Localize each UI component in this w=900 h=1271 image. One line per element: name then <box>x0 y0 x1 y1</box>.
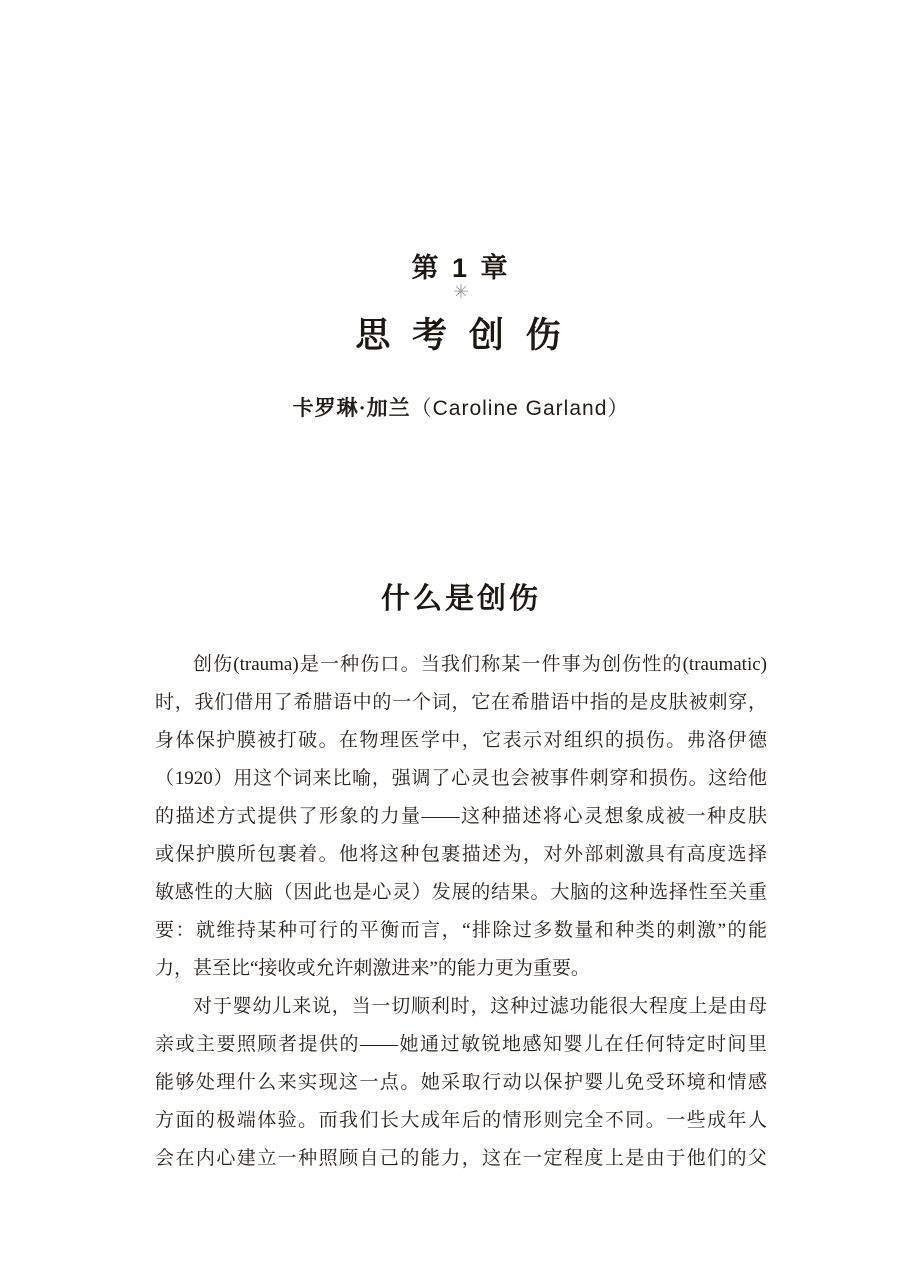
body-line: 亲或主要照顾者提供的——她通过敏锐地感知婴儿在任何特定时间里 <box>155 1034 767 1055</box>
body-line: 的描述方式提供了形象的力量——这种描述将心灵想象成被一种皮肤 <box>155 806 767 827</box>
body-line: 要：就维持某种可行的平衡而言，“排除过多数量和种类的刺激”的能 <box>155 920 767 941</box>
body-line: 或保护膜所包裹着。他将这种包裹描述为，对外部刺激具有高度选择 <box>155 844 767 865</box>
body-line: （1920）用这个词来比喻，强调了心灵也会被事件刺穿和损伤。这给他 <box>155 768 767 789</box>
body-line: 会在内心建立一种照顾自己的能力，这在一定程度上是由于他们的父 <box>155 1148 767 1169</box>
body-line: 对于婴幼儿来说，当一切顺利时，这种过滤功能很大程度上是由母 <box>193 996 767 1017</box>
chapter-title: 思 考 创 伤 <box>355 316 567 355</box>
body-line: 创伤(trauma)是一种伤口。当我们称某一件事为创伤性的(traumatic) <box>193 654 767 675</box>
body-line: 能够处理什么来实现这一点。她采取行动以保护婴儿免受环境和情感 <box>155 1072 767 1093</box>
body-line: 身体保护膜被打破。在物理医学中，它表示对组织的损伤。弗洛伊德 <box>155 730 767 751</box>
body-line: 敏感性的大脑（因此也是心灵）发展的结果。大脑的这种选择性至关重 <box>155 882 767 903</box>
section-title: 什么是创伤 <box>380 583 541 615</box>
author-name-english: （Caroline Garland） <box>410 397 630 420</box>
body-text <box>155 646 767 1178</box>
chapter-number: 第 1 章 <box>411 253 511 283</box>
body-line: 力，甚至比“接收或允许刺激进来”的能力更为重要。 <box>155 958 590 979</box>
author-name-chinese: 卡罗琳·加兰 <box>292 396 411 420</box>
body-line: 时，我们借用了希腊语中的一个词，它在希腊语中指的是皮肤被刺穿， <box>155 692 767 713</box>
body-line: 方面的极端体验。而我们长大成年后的情形则完全不同。一些成年人 <box>155 1110 767 1131</box>
author-line <box>155 392 767 422</box>
asterisk-ornament-icon: ✳︎ <box>453 281 469 303</box>
